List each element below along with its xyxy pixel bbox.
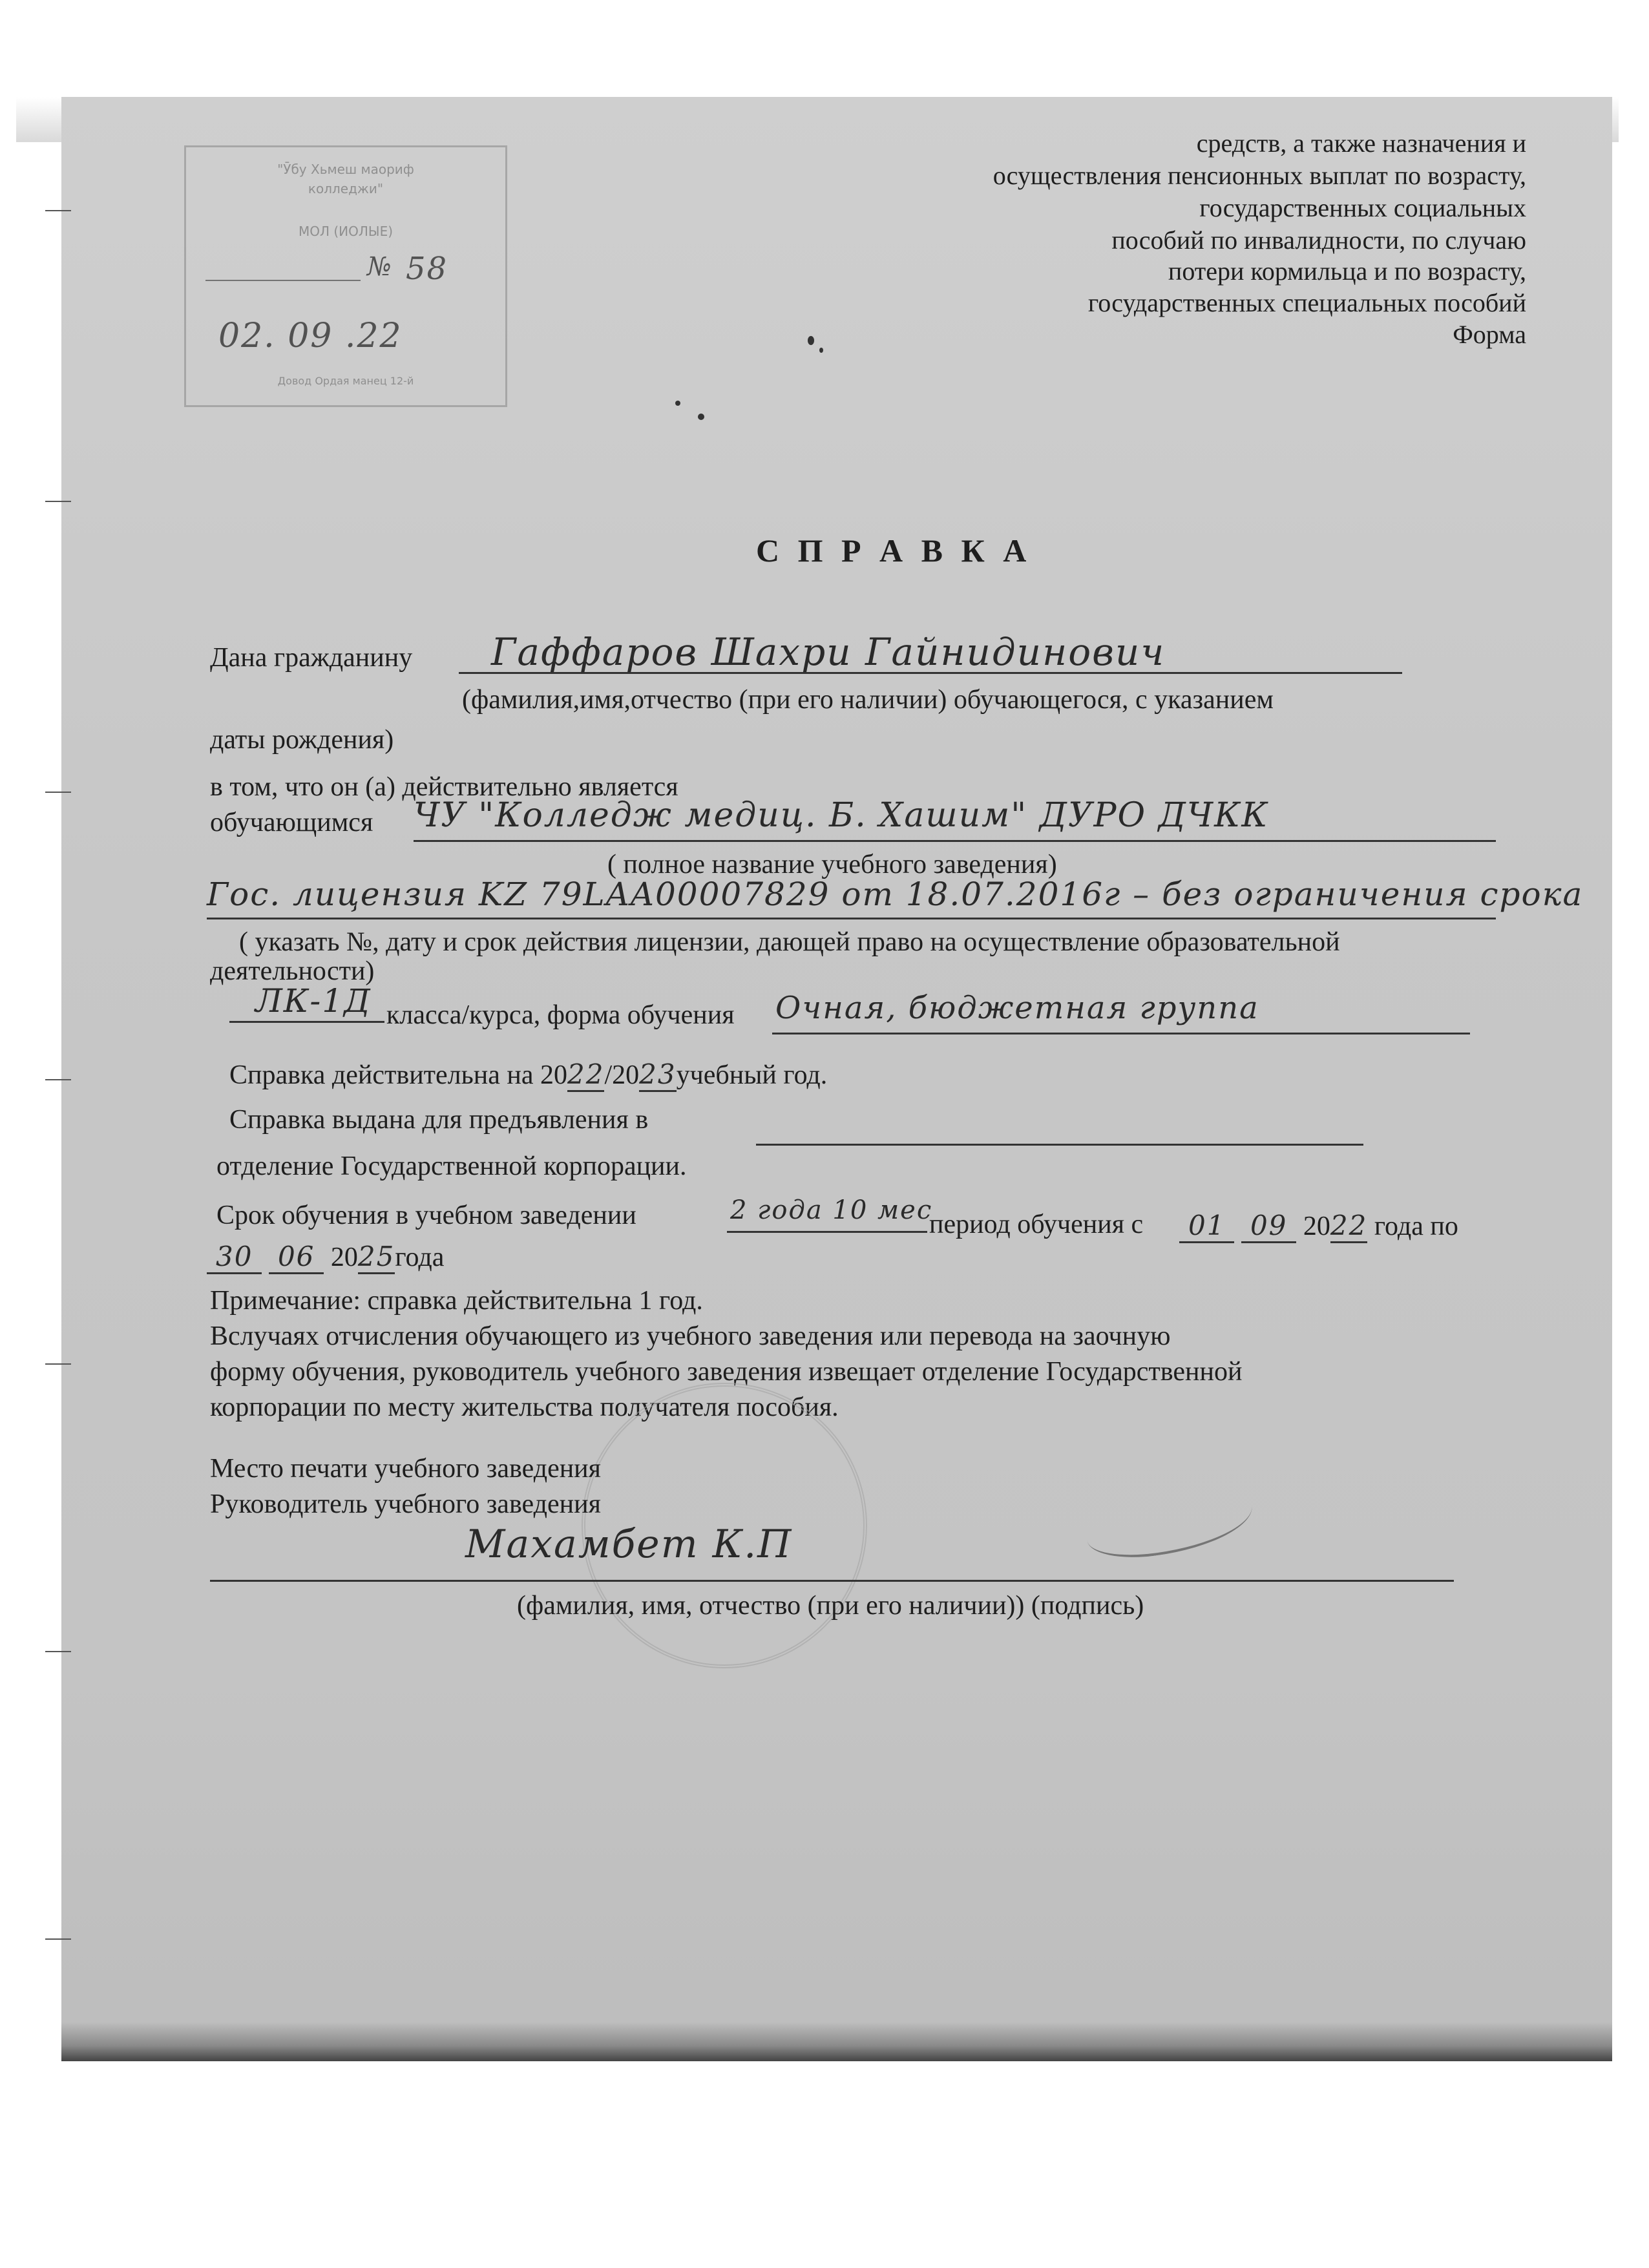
class-value: ЛК-1Д	[255, 982, 372, 1020]
period-label: период обучения с	[929, 1210, 1144, 1239]
scan-speck	[675, 401, 680, 406]
stamp-line: колледжи"	[308, 181, 384, 196]
institution-caption: ( полное название учебного заведения)	[607, 850, 1057, 879]
header-line: государственных социальных	[1199, 193, 1526, 222]
period-from-day: 01	[1179, 1210, 1234, 1243]
period-from-year: 22	[1330, 1210, 1367, 1243]
margin-tick	[45, 1938, 71, 1940]
period-to-month: 06	[269, 1241, 324, 1274]
underline	[772, 1033, 1470, 1034]
margin-tick	[45, 1079, 71, 1080]
license-caption: деятельности)	[210, 956, 375, 986]
period-from-month: 09	[1241, 1210, 1296, 1243]
valid-year-suffix: учебный год.	[676, 1060, 828, 1090]
period-to-day: 30	[207, 1241, 262, 1274]
header-line: потери кормильца и по возрасту,	[1168, 257, 1526, 286]
document-title: С П Р А В К А	[756, 532, 1032, 569]
header-line: пособий по инвалидности, по случаю	[1111, 226, 1526, 255]
period-to-year-prefix: 20	[330, 1243, 358, 1272]
margin-tick	[45, 210, 71, 211]
stamp-line: "Ӯбу Хьмеш маориф	[277, 162, 414, 177]
margin-tick	[45, 792, 71, 793]
student-name: Гаффаров Шахри Гайнидинович	[491, 630, 1166, 674]
period-from-year-prefix: 20	[1303, 1212, 1330, 1241]
stamp-rule	[205, 280, 361, 281]
underline	[229, 1021, 384, 1023]
underline	[210, 1580, 1454, 1582]
valid-year-line	[229, 1058, 827, 1091]
term-value: 2 года 10 мес	[730, 1195, 933, 1225]
rule-line: Вслучаях отчисления обучающего из учебного заведения или перевода на заочную	[210, 1321, 1171, 1351]
head-label: Руководитель учебного заведения	[210, 1489, 601, 1519]
margin-tick	[45, 1363, 71, 1365]
header-line: средств, а также назначения и	[1196, 129, 1526, 158]
scan-bottom-edge	[61, 2022, 1612, 2061]
term-label: Срок обучения в учебном заведении	[216, 1201, 636, 1230]
period-to-label: года по	[1374, 1212, 1458, 1241]
underline	[756, 1144, 1363, 1146]
head-caption: (фамилия, имя, отчество (при его наличии)) (подпись)	[517, 1591, 1144, 1621]
seal-place-label: Место печати учебного заведения	[210, 1454, 601, 1484]
rule-line: форму обучения, руководитель учебного заведения извещает отделение Государственной	[210, 1357, 1243, 1387]
header-line: Форма	[1453, 320, 1526, 349]
period-to	[207, 1241, 444, 1273]
given-to-label: Дана гражданину	[210, 643, 413, 673]
valid-year-prefix: Справка действительна на 20	[229, 1060, 568, 1090]
stamp-number: 58	[406, 251, 448, 287]
margin-tick	[45, 1651, 71, 1652]
underline	[459, 672, 1402, 674]
registration-stamp	[184, 145, 507, 407]
underline	[414, 840, 1496, 842]
valid-year-mid: /20	[604, 1060, 640, 1090]
scan-speck	[698, 414, 704, 420]
underline	[207, 918, 1496, 919]
underline	[727, 1231, 927, 1233]
license-value: Гос. лицензия KZ 79LAA00007829 от 18.07.2016г – без ограничения срока	[207, 876, 1584, 913]
institution-name: ЧУ "Колледж медиц. Б. Хашим" ДУРО ДЧКК	[414, 796, 1269, 835]
student-label: обучающимся	[210, 808, 373, 837]
period-to-suffix: года	[395, 1243, 445, 1272]
license-caption: ( указать №, дату и срок действия лицензии, дающей право на осуществление образовательной	[239, 927, 1340, 957]
stamp-footer: Довод Ордая манец 12-й	[277, 375, 414, 387]
rule-line: корпорации по месту жительства получателя пособия.	[210, 1392, 839, 1422]
period-to-year: 25	[358, 1241, 395, 1274]
form-value: Очная, бюджетная группа	[775, 990, 1259, 1026]
stamp-date: 02. 09 .22	[218, 317, 403, 355]
department-line: отделение Государственной корпорации.	[216, 1151, 687, 1181]
valid-year-start: 22	[567, 1058, 604, 1092]
class-label: класса/курса, форма обучения	[386, 1000, 735, 1030]
period-from	[1179, 1210, 1458, 1242]
given-to-caption: (фамилия,имя,отчество (при его наличии) обучающегося, с указанием	[462, 685, 1274, 715]
header-line: осуществления пенсионных выплат по возрасту,	[993, 161, 1526, 190]
scan-speck	[808, 336, 814, 345]
head-name: Махамбет К.П	[465, 1522, 793, 1567]
valid-year-end: 23	[639, 1058, 676, 1092]
stamp-number-prefix: №	[367, 252, 393, 282]
stamp-line: МОЛ (ИОЛЫЕ)	[298, 224, 394, 239]
scan-speck	[819, 348, 823, 353]
header-line: государственных специальных пособий	[1087, 288, 1526, 317]
margin-tick	[45, 501, 71, 502]
birth-caption: даты рождения)	[210, 725, 394, 755]
note-line: Примечание: справка действительна 1 год.	[210, 1286, 703, 1316]
issued-for-label: Справка выдана для предъявления в	[229, 1105, 649, 1135]
is-line: в том, что он (а) действительно является	[210, 772, 678, 802]
